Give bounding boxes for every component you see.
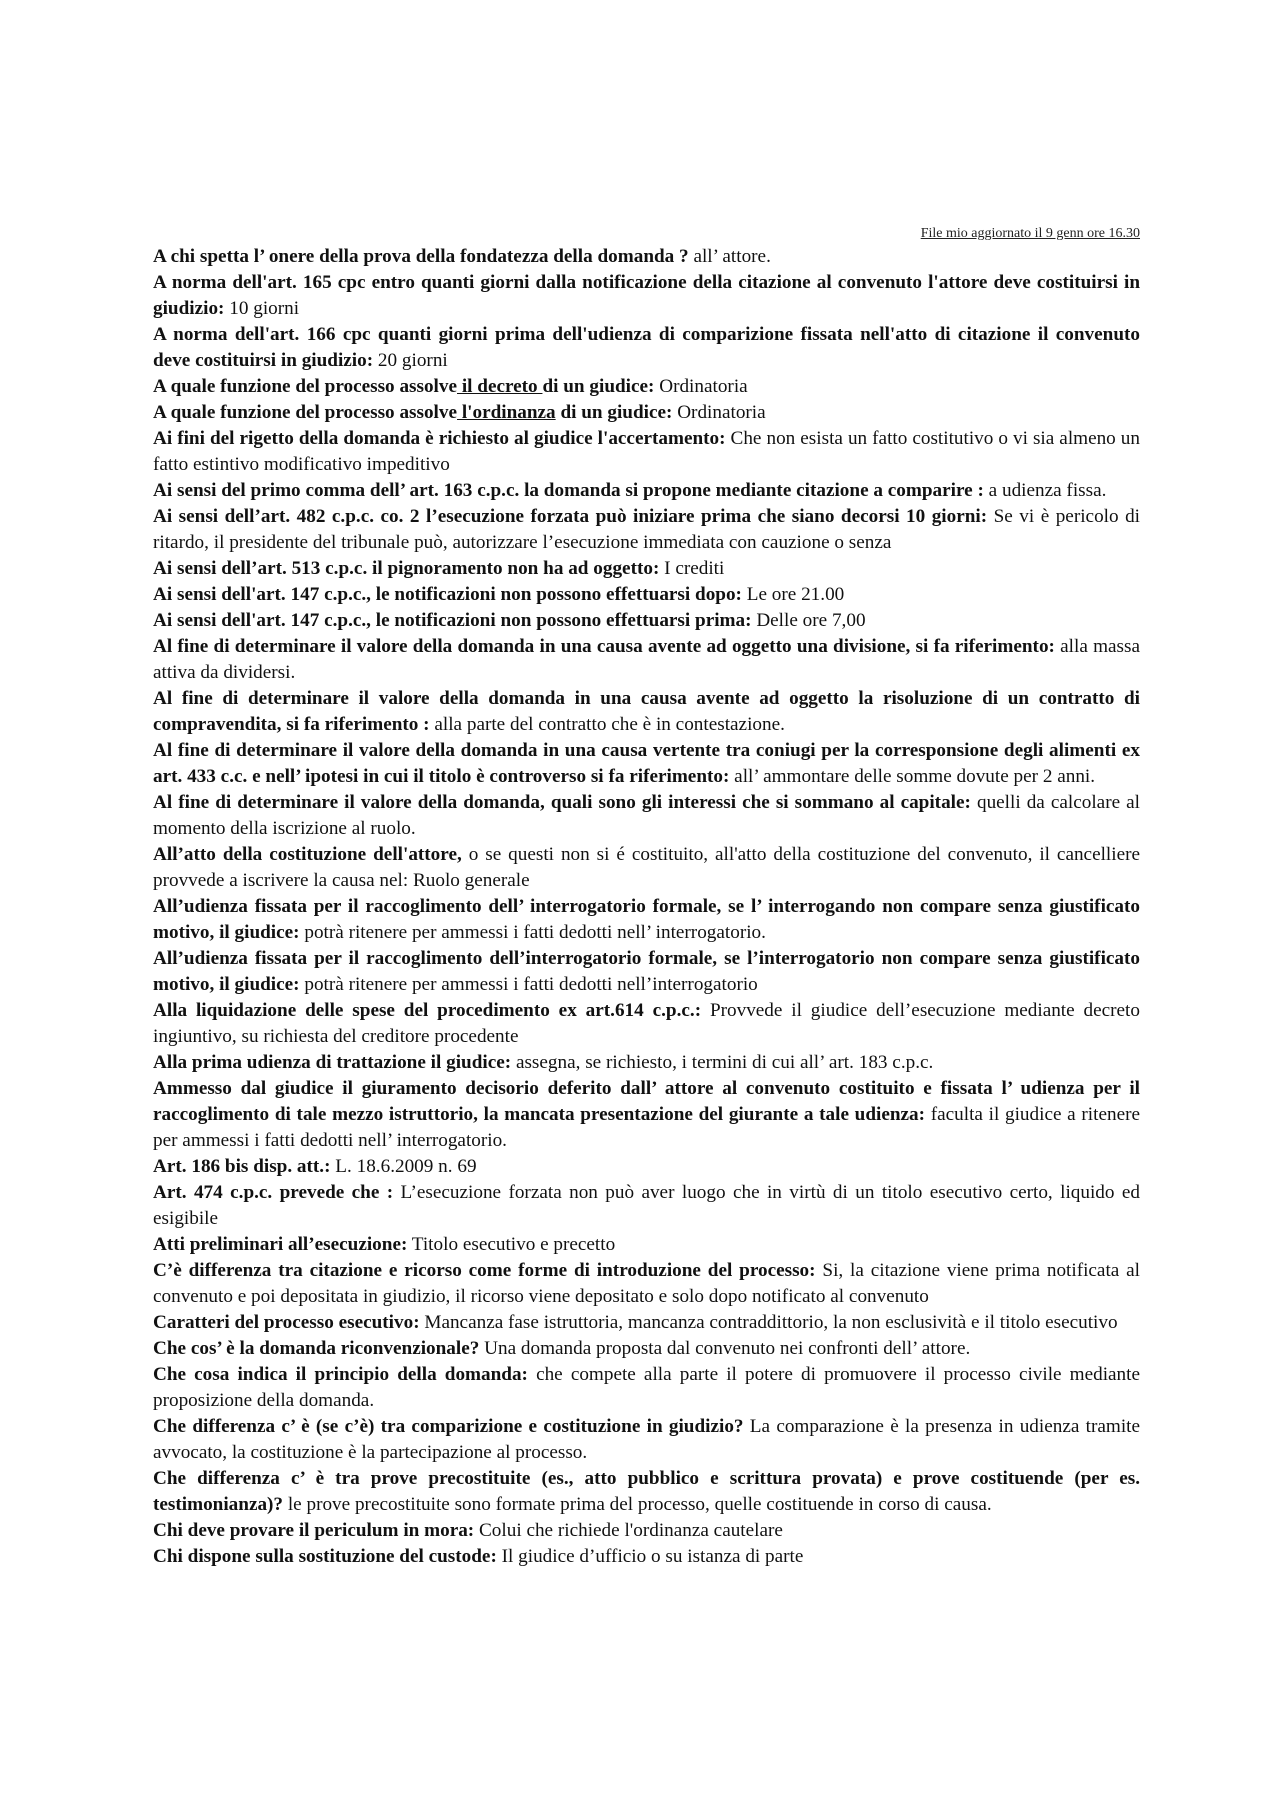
answer-text: 10 giorni <box>224 298 300 319</box>
qa-entry <box>153 686 1140 738</box>
question-text: A quale funzione del processo assolve <box>153 376 458 397</box>
qa-entry <box>153 400 1140 426</box>
answer-text: quelli da calcolare al momento della iscrizione al ruolo. <box>153 792 1140 839</box>
question-text: Art. 474 c.p.c. prevede che : <box>153 1182 394 1203</box>
question-text: Ai sensi dell’art. 513 c.p.c. il pignoramento non ha ad oggetto: <box>153 558 660 579</box>
qa-entry <box>153 1258 1140 1310</box>
qa-entry <box>153 322 1140 374</box>
qa-entry <box>153 582 1140 608</box>
question-text: Chi deve provare il periculum in mora: <box>153 1520 475 1541</box>
qa-entry <box>153 374 1140 400</box>
question-text: A chi spetta l’ onere della prova della fondatezza della domanda ? <box>153 246 689 267</box>
qa-entry <box>153 1544 1140 1570</box>
qa-entry <box>153 1336 1140 1362</box>
question-text: A norma dell'art. 166 cpc quanti giorni prima dell'udienza di comparizione fissata nell'atto di citazione il convenuto deve costituirsi in giudizio: <box>153 324 1140 371</box>
question-text: Ammesso dal giudice il giuramento decisorio deferito dall’ attore al convenuto costituito e fissata l’ udienza per il raccoglimento di tale mezzo istruttorio, la mancata presentazione del giurante a tale udienza: <box>153 1078 1140 1125</box>
question-text: Ai sensi dell’art. 482 c.p.c. co. 2 l’esecuzione forzata può iniziare prima che siano decorsi 10 giorni: <box>153 506 988 527</box>
qa-entry <box>153 634 1140 686</box>
qa-entry <box>153 1518 1140 1544</box>
answer-text: assegna, se richiesto, i termini di cui all’ art. 183 c.p.c. <box>511 1052 934 1073</box>
answer-text: all’ attore. <box>688 246 771 267</box>
answer-text: Colui che richiede l'ordinanza cautelare <box>474 1520 783 1541</box>
question-text: A norma dell'art. 165 cpc entro quanti giorni dalla notificazione della citazione al convenuto l'attore deve costituirsi in giudizio: <box>153 272 1140 319</box>
file-note: File mio aggiornato il 9 genn ore 16.30 <box>920 226 1140 241</box>
answer-text: a udienza fissa. <box>983 480 1107 501</box>
question-text: Alla liquidazione delle spese del procedimento ex art.614 c.p.c.: <box>153 1000 702 1021</box>
qa-entry <box>153 270 1140 322</box>
answer-text: L. 18.6.2009 n. 69 <box>330 1156 477 1177</box>
answer-text: faculta il giudice a ritenere per ammessi i fatti dedotti nell’ interrogatorio. <box>153 1104 1140 1151</box>
answer-text: alla massa attiva da dividersi. <box>153 636 1140 683</box>
question-text: Ai sensi dell'art. 147 c.p.c., le notificazioni non possono effettuarsi prima: <box>153 610 752 631</box>
question-text: Ai sensi dell'art. 147 c.p.c., le notificazioni non possono effettuarsi dopo: <box>153 584 742 605</box>
question-text: A quale funzione del processo assolve <box>153 402 458 423</box>
question-text: Al fine di determinare il valore della domanda, quali sono gli interessi che si sommano al capitale: <box>153 792 971 813</box>
answer-text: I crediti <box>659 558 725 579</box>
qa-entry <box>153 1180 1140 1232</box>
question-text: C’è differenza tra citazione e ricorso come forme di introduzione del processo: <box>153 1260 816 1281</box>
question-text: Art. 186 bis disp. att.: <box>153 1156 331 1177</box>
question-text: All’udienza fissata per il raccoglimento dell’ interrogatorio formale, se l’ interrogando non compare senza giustificato motivo, il giudice: <box>153 896 1140 943</box>
question-text: Atti preliminari all’esecuzione: <box>153 1234 408 1255</box>
qa-entry <box>153 894 1140 946</box>
qa-entry <box>153 1154 1140 1180</box>
answer-text: le prove precostituite sono formate prima del processo, quelle costituende in corso di causa. <box>283 1494 992 1515</box>
answer-text: Titolo esecutivo e precetto <box>407 1234 616 1255</box>
answer-text: Se vi è pericolo di ritardo, il presidente del tribunale può, autorizzare l’esecuzione immediata con cauzione o senza <box>153 506 1140 553</box>
answer-text: all’ ammontare delle somme dovute per 2 anni. <box>729 766 1096 787</box>
qa-entry <box>153 1466 1140 1518</box>
question-text: Al fine di determinare il valore della domanda in una causa avente ad oggetto una divisione, si fa riferimento: <box>153 636 1055 657</box>
question-text: All’udienza fissata per il raccoglimento dell’interrogatorio formale, se l’interrogatorio non compare senza giustificato motivo, il giudice: <box>153 948 1140 995</box>
qa-entry <box>153 1076 1140 1154</box>
answer-text: La comparazione è la presenza in udienza tramite avvocato, la costituzione è la partecipazione al processo. <box>153 1416 1140 1463</box>
qa-entry <box>153 556 1140 582</box>
qa-entry <box>153 1232 1140 1258</box>
question-text: Che differenza c’ è (se c’è) tra comparizione e costituzione in giudizio? <box>153 1416 744 1437</box>
question-text: Che cosa indica il principio della domanda: <box>153 1364 528 1385</box>
qa-entry <box>153 790 1140 842</box>
answer-text: Una domanda proposta dal convenuto nei confronti dell’ attore. <box>479 1338 971 1359</box>
qa-entry <box>153 1362 1140 1414</box>
question-text: Alla prima udienza di trattazione il giudice: <box>153 1052 512 1073</box>
answer-text: Che non esista un fatto costitutivo o vi sia almeno un fatto estintivo modificativo impeditivo <box>153 428 1140 475</box>
answer-text: L’esecuzione forzata non può aver luogo che in virtù di un titolo esecutivo certo, liquido ed esigibile <box>153 1182 1140 1229</box>
question-text: Che differenza c’ è tra prove precostituite (es., atto pubblico e scrittura provata) e prove costituende (per es. testimonianza)? <box>153 1468 1140 1515</box>
qa-entry <box>153 1310 1140 1336</box>
qa-entry <box>153 946 1140 998</box>
answer-text: potrà ritenere per ammessi i fatti dedotti nell’interrogatorio <box>299 974 758 995</box>
answer-text: alla parte del contratto che è in contestazione. <box>429 714 785 735</box>
qa-entry <box>153 842 1140 894</box>
answer-text: Mancanza fase istruttoria, mancanza contraddittorio, la non esclusività e il titolo esecutivo <box>419 1312 1118 1333</box>
answer-text: 20 giorni <box>373 350 448 371</box>
qa-entry <box>153 244 1140 270</box>
qa-entry <box>153 1050 1140 1076</box>
qa-entry <box>153 1414 1140 1466</box>
answer-text: o se questi non si é costituito, all'atto della costituzione del convenuto, il cancelliere provvede a iscrivere la causa nel: Ruolo generale <box>153 844 1140 891</box>
qa-entry <box>153 998 1140 1050</box>
question-text: Al fine di determinare il valore della domanda in una causa vertente tra coniugi per la corresponsione degli alimenti ex art. 433 c.c. e nell’ ipotesi in cui il titolo è controverso si fa riferimento: <box>153 740 1140 787</box>
question-text: Ai sensi del primo comma dell’ art. 163 c.p.c. la domanda si propone mediante citazione a comparire : <box>153 480 984 501</box>
answer-text: Si, la citazione viene prima notificata al convenuto e poi depositata in giudizio, il ricorso viene depositato e solo dopo notificato al convenuto <box>153 1260 1140 1307</box>
question-text: Caratteri del processo esecutivo: <box>153 1312 420 1333</box>
answer-text: Il giudice d’ufficio o su istanza di parte <box>496 1546 804 1567</box>
qa-list <box>153 244 1140 1570</box>
qa-entry <box>153 478 1140 504</box>
question-text: Al fine di determinare il valore della domanda in una causa avente ad oggetto la risoluzione di un contratto di compravendita, si fa riferimento : <box>153 688 1140 735</box>
question-underlined-term: il decreto <box>457 376 543 397</box>
answer-text: Delle ore 7,00 <box>751 610 866 631</box>
answer-text: potrà ritenere per ammessi i fatti dedotti nell’ interrogatorio. <box>299 922 766 943</box>
question-underlined-term: l'ordinanza <box>457 402 556 423</box>
question-text: Che cos’ è la domanda riconvenzionale? <box>153 1338 480 1359</box>
question-text: All’atto della costituzione dell'attore, <box>153 844 462 865</box>
question-text: Ai fini del rigetto della domanda è richiesto al giudice l'accertamento: <box>153 428 726 449</box>
answer-text: Le ore 21.00 <box>741 584 845 605</box>
qa-entry <box>153 738 1140 790</box>
document-page <box>153 226 1140 1570</box>
question-text: Chi dispone sulla sostituzione del custode: <box>153 1546 497 1567</box>
answer-text: Ordinatoria <box>654 376 748 397</box>
answer-text: Ordinatoria <box>672 402 766 423</box>
qa-entry <box>153 608 1140 634</box>
qa-entry <box>153 426 1140 478</box>
question-text-continued: di un giudice: <box>555 402 673 423</box>
answer-text: Provvede il giudice dell’esecuzione mediante decreto ingiuntivo, su richiesta del creditore procedente <box>153 1000 1140 1047</box>
qa-entry <box>153 504 1140 556</box>
question-text-continued: di un giudice: <box>542 376 655 397</box>
answer-text: che compete alla parte il potere di promuovere il processo civile mediante proposizione della domanda. <box>153 1364 1141 1411</box>
